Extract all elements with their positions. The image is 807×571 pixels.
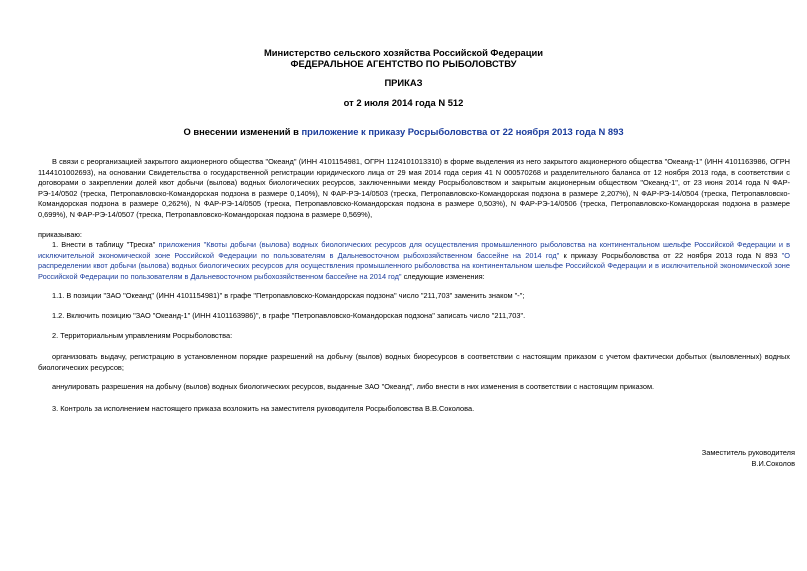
title-link[interactable]: приложение к приказу Росрыболовства от 22 ноября 2013 года N 893 xyxy=(301,126,624,137)
item-1-text-c: следующие изменения: xyxy=(401,271,485,281)
agency-heading: ФЕДЕРАЛЬНОЕ АГЕНТСТВО ПО РЫБОЛОВСТВУ xyxy=(290,58,517,69)
signature-position: Заместитель руководителя xyxy=(701,448,795,457)
item-1-link-appendix[interactable]: приложения "Квоты добычи (вылова) водных биологических ресурсов для осуществления промышленного рыболовства на континентальном шельфе Российской Федерации и в исключительной экономической зоне Российской Федерации по пользователям в Дальневосточном рыбохозяйственном бассейне на 2014 год" xyxy=(38,240,790,260)
item-2-a-text: организовать выдачу, регистрацию в установленном порядке разрешений на добычу (вылов) водных биоресурсов в соответствии с настоящим приказом с учетом фактически добытых (выловленных) водных биологических ресурсов; xyxy=(38,352,790,372)
item-1-link-order[interactable]: "О распределении квот добычи (вылова) водных биологических ресурсов для осуществления промышленного рыболовства на континентальном шельфе Российской Федерации и в исключительной экономической зоне Российской Федерации по пользователям в Дальневосточном рыбохозяйственном бассейне на 2014 год" xyxy=(38,250,790,281)
item-1-1: 1.1. В позиции "ЗАО "Океанд" (ИНН 4101154981)" в графе "Петропавловско-Командорская подзона" число "211,703" заменить знаком "-"; xyxy=(52,291,525,300)
item-2: 2. Территориальным управлениям Росрыболовства: xyxy=(52,331,233,340)
item-1-text-b: к приказу Росрыболовства от 22 ноября 2013 года N 893 xyxy=(559,250,782,260)
doc-type-heading: ПРИКАЗ xyxy=(384,77,423,88)
date-number: от 2 июля 2014 года N 512 xyxy=(343,97,464,108)
item-2-a xyxy=(38,352,790,373)
item-1-text-a: 1. Внести в таблицу "Треска" xyxy=(52,240,159,249)
ministry-heading: Министерство сельского хозяйства Российской Федерации xyxy=(263,47,544,58)
document-title xyxy=(0,126,807,137)
item-1-2: 1.2. Включить позицию "ЗАО "Океанд-1" (ИНН 4101163986)", в графе "Петропавловско-Командорская подзона" записать число "211,703". xyxy=(52,311,526,320)
item-1 xyxy=(38,240,790,282)
item-3: 3. Контроль за исполнением настоящего приказа возложить на заместителя руководителя Росрыболовства В.В.Соколова. xyxy=(52,404,475,413)
order-word: приказываю: xyxy=(38,230,82,239)
signature-name: В.И.Соколов xyxy=(751,459,795,468)
intro-paragraph xyxy=(38,157,790,220)
intro-text: В связи с реорганизацией закрытого акционерного общества "Океанд" (ИНН 4101154981, ОГРН 1124101013310) в форме выделения из него закрытого акционерного общества "Океанд-1" (ИНН 4101163986, ОГРН 1144101002693), на основании Свидетельства о государственной регистрации юридического лица от 29 мая 2014 года серия 41 N 000570268 и разделительного баланса от 12 ноября 2013 года, в соответствии с договорами о закреплении долей квот добычи (вылова) водных биологических ресурсов, заключенными между Росрыболовством и закрытым акционерным обществом "Океанд-1", от 23 июня 2014 года N ФАР-РЭ-14/0502 (треска, Петропавловско-Командорская подзона в размере 0,140%), N ФАР-РЭ-14/0503 (треска, Петропавловско-Командорская подзона в размере 2,207%), N ФАР-РЭ-14/0504 (треска, Петропавловско-Командорская подзона в размере 0,262%), N ФАР-РЭ-14/0505 (треска, Петропавловско-Командорская подзона в размере 0,503%), N ФАР-РЭ-14/0506 (треска, Петропавловско-Командорская подзона в размере 0,699%), N ФАР-РЭ-14/0507 (треска, Петропавловско-Командорская подзона в размере 0,569%), xyxy=(38,157,790,219)
item-2-b: аннулировать разрешения на добычу (вылов) водных биологических ресурсов, выданные ЗАО "Океанд", либо внести в них изменения в соответствии с настоящим приказом. xyxy=(52,382,655,391)
title-prefix: О внесении изменений в xyxy=(183,126,302,137)
